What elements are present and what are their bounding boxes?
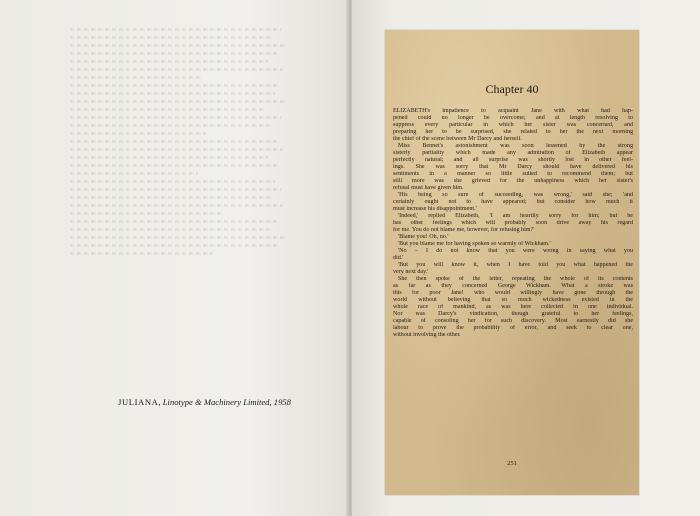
text-line: capable of consoling her for such discovery. Most earnestly did she (393, 318, 633, 324)
text-line: must increase his disappointment.' (393, 206, 477, 212)
show-through-text (70, 28, 290, 268)
show-through-line (70, 84, 279, 87)
show-through-line (70, 76, 202, 79)
year-separator: , (269, 397, 274, 407)
show-through-line (70, 220, 277, 223)
text-line: refusal must have given him. (393, 185, 464, 191)
show-through-line (70, 164, 279, 167)
show-through-line (70, 148, 283, 151)
text-line: the chief of the scene between Mr Darcy and herself. (393, 136, 522, 142)
show-through-line (70, 228, 270, 231)
typeface-name: JULIANA (118, 397, 159, 407)
text-line: has other feelings which will probably soon drive away his regard (393, 220, 633, 226)
chapter-body (393, 108, 633, 339)
text-line: pened could no longer be overcome; and at length resolving to (393, 115, 633, 121)
text-line: She then spoke of the letter, repeating the whole of its contents (398, 276, 633, 282)
show-through-line (70, 124, 270, 127)
text-line: sisterly partiality which made any admiration of Elizabeth appear (393, 150, 633, 156)
show-through-line (70, 132, 206, 135)
show-through-line (70, 60, 268, 63)
show-through-line (70, 236, 286, 239)
show-through-line (70, 156, 268, 159)
text-line: still more was she grieved for the unhappiness which her sister's (393, 178, 633, 184)
text-line: without involving the other. (393, 332, 461, 338)
text-line: sentiments in a manner so little suited to recommend them; but (393, 171, 633, 177)
show-through-line (70, 188, 281, 191)
text-line: Miss Bennet's astonishment was soon lessened by the strong (398, 143, 633, 149)
text-line: ings. She was sorry that Mr Darcy should have delivered his (393, 164, 633, 170)
text-line: as far as they concerned George Wickham. What a stroke was (393, 283, 633, 289)
show-through-line (70, 28, 281, 31)
text-line: 'His being so sure of succeeding, was wrong,' said she; 'and (398, 192, 633, 198)
text-line: certainly ought not to have appeared; but consider how much it (393, 199, 633, 205)
show-through-line (70, 140, 277, 143)
show-through-line (70, 204, 283, 207)
text-line: did.' (393, 255, 404, 261)
text-line: perfectly natural; and all surprise was shortly lost in other feel- (393, 157, 633, 163)
show-through-line (70, 100, 286, 103)
show-through-line (70, 180, 275, 183)
show-through-line (70, 212, 224, 215)
text-line: suppress every particular in which her sister was concerned, and (393, 122, 633, 128)
colophon-separator: , (158, 397, 163, 407)
text-line: ELIZABETH's impatience to acquaint Jane with what had hap- (393, 108, 633, 114)
text-line: this for poor Jane! who would willingly have gone through the (393, 290, 633, 296)
text-line: for me. You do not blame me, however, for refusing him?' (393, 227, 535, 233)
show-through-line (70, 36, 272, 39)
show-through-line (70, 116, 281, 119)
show-through-line (70, 44, 286, 47)
text-line: 'But you will know it, when I have told you what happened the (398, 262, 633, 268)
show-through-line (70, 196, 272, 199)
chapter-title: Chapter 40 (485, 82, 539, 96)
text-line: 'But you blame me for having spoken so warmly of Wickham.' (398, 241, 551, 247)
show-through-line (70, 172, 198, 175)
colophon-year: 1958 (273, 397, 291, 407)
text-line: Nor was Darcy's vindication, though grateful to her feelings, (393, 311, 633, 317)
text-line: very next day.' (393, 269, 429, 275)
show-through-line (70, 244, 279, 247)
colophon (118, 397, 338, 407)
type-specimen-page (385, 30, 639, 495)
foundry-credit: Linotype & Machinery Limited (162, 397, 270, 407)
show-through-line (70, 92, 275, 95)
show-through-line (70, 108, 264, 111)
text-line: 'No – I do not know that you were wrong in saying what you (398, 248, 633, 254)
text-line: world without believing that so much wickedness existed in the (393, 297, 633, 303)
show-through-line (70, 68, 283, 71)
text-line: preparing her to be surprised, she related to her the next morning (393, 129, 633, 135)
show-through-line (70, 52, 277, 55)
text-line: 'Indeed,' replied Elizabeth, 'I am heartily sorry for him; but he (398, 213, 633, 219)
text-line: whole race of mankind, as was here collected in one individual. (393, 304, 633, 310)
page-number: 251 (507, 460, 517, 467)
text-line: 'Blame you! Oh, no.' (398, 234, 449, 240)
text-line: labour to prove the probability of error, and seek to clear one, (393, 325, 633, 331)
show-through-line (70, 252, 213, 255)
